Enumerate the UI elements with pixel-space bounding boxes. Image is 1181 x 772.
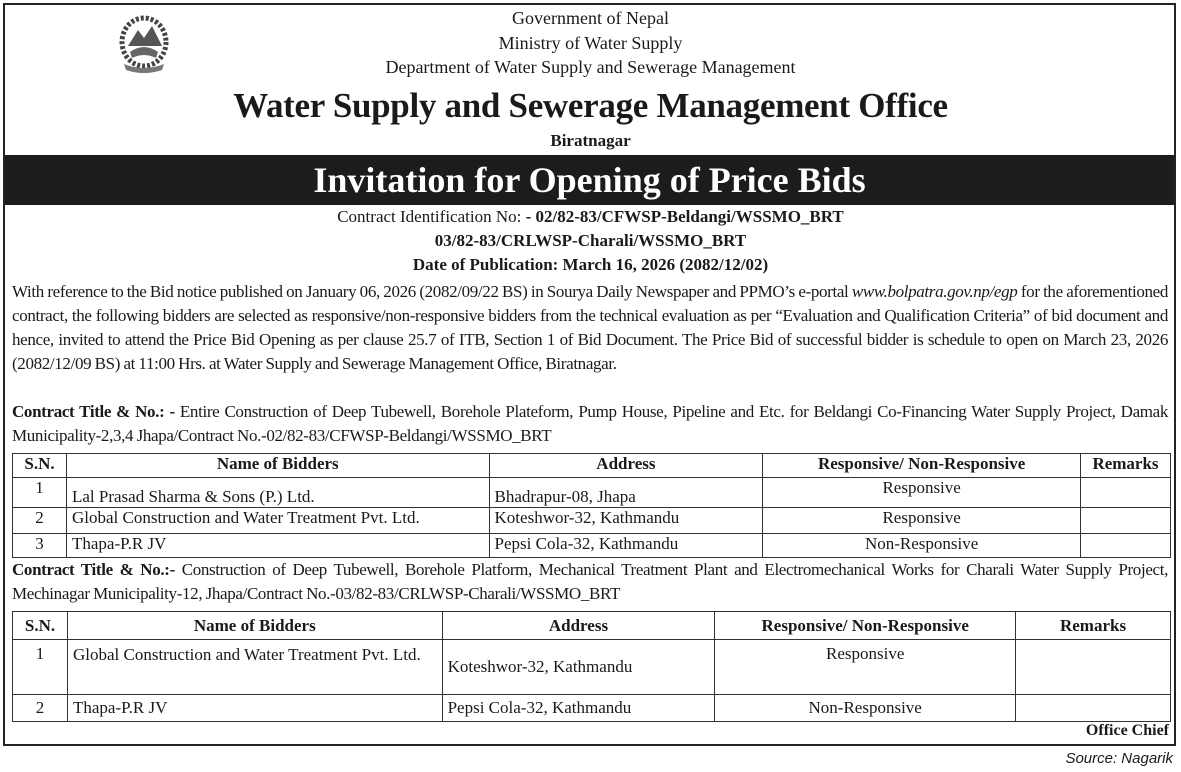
body-paragraph — [12, 280, 1168, 376]
table-row — [13, 640, 1171, 695]
contract2-title — [12, 558, 1168, 606]
cell-address: Koteshwor-32, Kathmandu — [489, 508, 763, 534]
cell-sn: 2 — [13, 508, 67, 534]
cell-remarks — [1016, 695, 1171, 722]
header-sn: S.N. — [13, 454, 67, 478]
cell-sn: 2 — [13, 695, 68, 722]
cell-address: Pepsi Cola-32, Kathmandu — [442, 695, 715, 722]
portal-link[interactable]: www.bolpatra.gov.np/egp — [851, 282, 1018, 301]
contract1-title — [12, 400, 1168, 448]
contract2-text: Construction of Deep Tubewell, Borehole Platform, Mechanical Treatment Plant and Electromechanical Works for Charali Water Supply Project, Mechinagar Municipality-12, Jhapa/Contract No.-03/82-83/CRLWSP-Charali/WSSMO_BRT — [12, 560, 1168, 603]
table-row — [13, 478, 1171, 508]
source-credit: Source: Nagarik — [1065, 750, 1173, 767]
table-row — [13, 695, 1171, 722]
header-remarks: Remarks — [1080, 454, 1170, 478]
contract-id-label: Contract Identification No: — [337, 207, 526, 226]
department-line: Department of Water Supply and Sewerage Management — [385, 57, 796, 77]
contract-id-1: - 02/82-83/CFWSP-Beldangi/WSSMO_BRT — [525, 207, 844, 226]
cell-status: Responsive — [763, 508, 1081, 534]
notice-title: Invitation for Opening of Price Bids — [5, 155, 1174, 205]
cell-name: Global Construction and Water Treatment Pvt. Ltd. — [66, 508, 489, 534]
contract-id-line — [0, 207, 1181, 227]
cell-status: Responsive — [715, 640, 1016, 695]
cell-address: Bhadrapur-08, Jhapa — [489, 478, 763, 508]
cell-status: Non-Responsive — [715, 695, 1016, 722]
table-header — [13, 454, 1171, 478]
header-status: Responsive/ Non-Responsive — [763, 454, 1081, 478]
office-location: Biratnagar — [550, 131, 631, 150]
contract2-label: Contract Title & No.:- — [12, 560, 175, 579]
header-name: Name of Bidders — [66, 454, 489, 478]
cell-address: Pepsi Cola-32, Kathmandu — [489, 534, 763, 558]
header-address: Address — [442, 612, 715, 640]
header-sn: S.N. — [13, 612, 68, 640]
body-text-2: for the aforementioned contract, the following bidders are selected as responsive/non-responsive bidders from the technical evaluation as per “Evaluation and Qualification Criteria” of bid document and hence, invited to attend the Price Bid Opening as per clause 25.7 of ITB, Section 1 of Bid Document. The Price Bid of successful bidder is schedule to open on March 23, 2026 (2082/12/09 BS) at 11:00 Hrs. at Water Supply and Sewerage Management Office, Biratnagar. — [12, 282, 1168, 373]
publication-date: Date of Publication: March 16, 2026 (2082/12/02) — [412, 255, 769, 274]
cell-name: Lal Prasad Sharma & Sons (P.) Ltd. — [66, 478, 489, 508]
cell-sn: 3 — [13, 534, 67, 558]
bidders-table-2 — [12, 611, 1171, 722]
contract-id-2: 03/82-83/CRLWSP-Charali/WSSMO_BRT — [434, 231, 747, 250]
table-header — [13, 612, 1171, 640]
body-text-1: With reference to the Bid notice published on January 06, 2026 (2082/09/22 BS) in Sourya Daily Newspaper and PPMO’s e-portal — [12, 282, 852, 301]
government-line: Government of Nepal — [512, 8, 669, 28]
office-title: Water Supply and Sewerage Management Office — [233, 86, 948, 125]
cell-remarks — [1080, 478, 1170, 508]
cell-sn: 1 — [13, 478, 67, 508]
header-remarks: Remarks — [1016, 612, 1171, 640]
header-name: Name of Bidders — [67, 612, 442, 640]
table-row — [13, 534, 1171, 558]
cell-sn: 1 — [13, 640, 68, 695]
cell-status: Non-Responsive — [763, 534, 1081, 558]
cell-name: Thapa-P.R JV — [66, 534, 489, 558]
bidders-table-1 — [12, 453, 1171, 558]
cell-name: Thapa-P.R JV — [67, 695, 442, 722]
header-status: Responsive/ Non-Responsive — [715, 612, 1016, 640]
office-chief-signature: Office Chief — [1085, 722, 1169, 739]
cell-remarks — [1080, 534, 1170, 558]
cell-remarks — [1080, 508, 1170, 534]
cell-status: Responsive — [763, 478, 1081, 508]
cell-remarks — [1016, 640, 1171, 695]
contract1-label: Contract Title & No.: - — [12, 402, 175, 421]
ministry-line: Ministry of Water Supply — [498, 33, 683, 53]
contract1-text: Entire Construction of Deep Tubewell, Borehole Plateform, Pump House, Pipeline and Etc. for Beldangi Co-Financing Water Supply Project, Damak Municipality-2,3,4 Jhapa/Contract No.-02/82-83/CFWSP-Beldangi/WSSMO_BRT — [12, 402, 1168, 445]
cell-name: Global Construction and Water Treatment Pvt. Ltd. — [67, 640, 442, 695]
table-row — [13, 508, 1171, 534]
cell-address: Koteshwor-32, Kathmandu — [442, 640, 715, 695]
header-address: Address — [489, 454, 763, 478]
